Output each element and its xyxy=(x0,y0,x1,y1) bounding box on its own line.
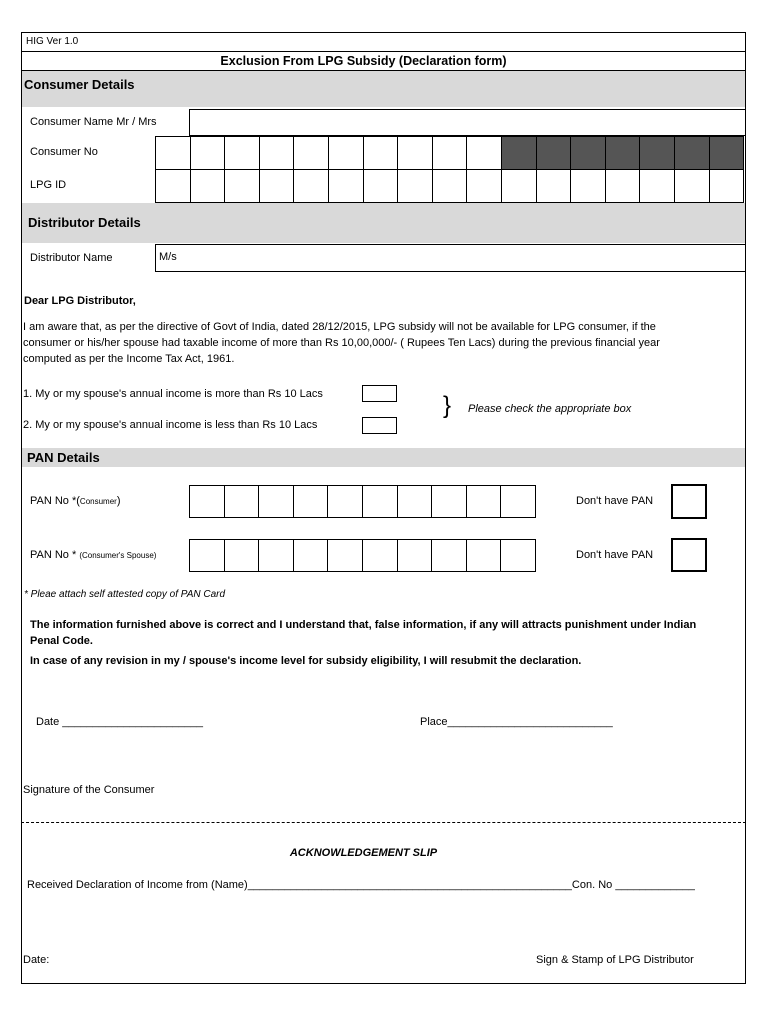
distributor-section-heading: Distributor Details xyxy=(28,215,141,230)
consumer-no-digit-box[interactable] xyxy=(155,136,191,170)
lpg-id-digit-box[interactable] xyxy=(190,169,226,203)
lpg-id-label: LPG ID xyxy=(30,179,67,191)
consumer-no-digit-box[interactable] xyxy=(224,136,260,170)
consumer-no-digit-box[interactable] xyxy=(466,136,502,170)
pan-consumer-char-box[interactable] xyxy=(397,485,433,518)
consumer-no-digit-box[interactable] xyxy=(432,136,468,170)
pan-spouse-char-box[interactable] xyxy=(224,539,260,572)
lpg-id-digit-box[interactable] xyxy=(536,169,572,203)
consumer-no-digit-box[interactable] xyxy=(363,136,399,170)
lpg-id-digit-box[interactable] xyxy=(466,169,502,203)
pan-consumer-char-box[interactable] xyxy=(431,485,467,518)
distributor-stamp-label: Sign & Stamp of LPG Distributor xyxy=(536,954,694,966)
pan-consumer-char-box[interactable] xyxy=(224,485,260,518)
lpg-id-digit-box[interactable] xyxy=(432,169,468,203)
lpg-id-digit-box[interactable] xyxy=(570,169,606,203)
lpg-id-digit-box[interactable] xyxy=(674,169,710,203)
pan-spouse-char-box[interactable] xyxy=(362,539,398,572)
pan-spouse-char-box[interactable] xyxy=(327,539,363,572)
cut-line xyxy=(21,822,746,823)
lpg-id-digit-box[interactable] xyxy=(328,169,364,203)
consumer-no-label: Consumer No xyxy=(30,146,98,158)
pan-consumer-char-box[interactable] xyxy=(327,485,363,518)
consumer-no-digit-box xyxy=(639,136,675,170)
consumer-no-digit-box[interactable] xyxy=(397,136,433,170)
pan-consumer-char-box[interactable] xyxy=(258,485,294,518)
consumer-no-digit-box xyxy=(674,136,710,170)
pan-spouse-char-box[interactable] xyxy=(189,539,225,572)
income-above-10-lacs-checkbox[interactable] xyxy=(362,385,397,402)
income-option-2-label: 2. My or my spouse's annual income is less than Rs 10 Lacs xyxy=(23,419,318,431)
letter-body-line2: consumer or his/her spouse had taxable income of more than Rs 10,00,000/- ( Rupees Ten Lacs) during the previous financial year xyxy=(23,337,660,349)
lpg-id-digit-box[interactable] xyxy=(224,169,260,203)
pan-consumer-char-box[interactable] xyxy=(362,485,398,518)
income-option-1-label: 1. My or my spouse's annual income is more than Rs 10 Lacs xyxy=(23,388,323,400)
pan-spouse-char-box[interactable] xyxy=(500,539,536,572)
version-label: HIG Ver 1.0 xyxy=(26,36,79,47)
pan-consumer-char-box[interactable] xyxy=(466,485,502,518)
pan-consumer-char-box[interactable] xyxy=(189,485,225,518)
lpg-id-digit-box[interactable] xyxy=(363,169,399,203)
divider xyxy=(21,51,746,52)
no-pan-consumer-label: Don't have PAN xyxy=(576,495,654,507)
consumer-no-digit-box xyxy=(605,136,641,170)
pan-attach-note: * Pleae attach self attested copy of PAN Card xyxy=(24,589,226,600)
pan-section-heading: PAN Details xyxy=(27,450,100,465)
salutation: Dear LPG Distributor, xyxy=(24,295,136,307)
check-hint: Please check the appropriate box xyxy=(468,403,632,415)
pan-section-band xyxy=(22,448,745,467)
consumer-no-digit-box[interactable] xyxy=(190,136,226,170)
pan-consumer-char-box[interactable] xyxy=(500,485,536,518)
lpg-id-digit-box[interactable] xyxy=(155,169,191,203)
consumer-no-digit-box[interactable] xyxy=(259,136,295,170)
consumer-no-digit-box xyxy=(709,136,745,170)
lpg-id-digit-box[interactable] xyxy=(501,169,537,203)
letter-body-line1: I am aware that, as per the directive of Govt of India, dated 28/12/2015, LPG subsidy will not be available for LPG consumer, if the xyxy=(23,321,656,333)
lpg-id-digit-box[interactable] xyxy=(605,169,641,203)
acknowledgement-received-line: Received Declaration of Income from (Name)_____________________________________________________Con. No _____________ xyxy=(27,879,695,891)
lpg-id-digit-box[interactable] xyxy=(639,169,675,203)
place-field-label: Place___________________________ xyxy=(420,716,613,728)
no-pan-spouse-checkbox[interactable] xyxy=(671,538,707,572)
consumer-section-heading: Consumer Details xyxy=(24,77,135,92)
pan-spouse-char-box[interactable] xyxy=(466,539,502,572)
pan-spouse-label: PAN No * (Consumer's Spouse) xyxy=(30,549,157,561)
pan-spouse-char-box[interactable] xyxy=(431,539,467,572)
pan-spouse-char-box[interactable] xyxy=(258,539,294,572)
pan-consumer-char-box[interactable] xyxy=(293,485,329,518)
lpg-id-digit-box[interactable] xyxy=(709,169,745,203)
pan-spouse-char-box[interactable] xyxy=(397,539,433,572)
consumer-signature-label: Signature of the Consumer xyxy=(23,784,155,796)
lpg-id-digit-box[interactable] xyxy=(397,169,433,203)
declaration-line1: The information furnished above is correct and I understand that, false information, if any will attracts punishment under Indian xyxy=(30,619,697,631)
form-title: Exclusion From LPG Subsidy (Declaration form) xyxy=(220,54,507,68)
declaration-line3: In case of any revision in my / spouse's income level for subsidy eligibility, I will resubmit the declaration. xyxy=(30,655,582,667)
consumer-no-digit-box[interactable] xyxy=(328,136,364,170)
pan-spouse-char-box[interactable] xyxy=(293,539,329,572)
brace-symbol: } xyxy=(443,392,452,419)
distributor-name-field[interactable] xyxy=(155,244,746,272)
consumer-no-digit-box xyxy=(570,136,606,170)
no-pan-consumer-checkbox[interactable] xyxy=(671,484,707,519)
consumer-name-label: Consumer Name Mr / Mrs xyxy=(30,116,157,128)
acknowledgement-title: ACKNOWLEDGEMENT SLIP xyxy=(289,847,438,859)
lpg-id-digit-box[interactable] xyxy=(259,169,295,203)
no-pan-spouse-label: Don't have PAN xyxy=(576,549,654,561)
income-below-10-lacs-checkbox[interactable] xyxy=(362,417,397,434)
consumer-no-digit-box xyxy=(501,136,537,170)
consumer-name-field[interactable] xyxy=(189,109,746,136)
pan-consumer-label: PAN No *(Consumer) xyxy=(30,495,121,507)
consumer-no-digit-box xyxy=(536,136,572,170)
consumer-no-digit-box[interactable] xyxy=(293,136,329,170)
letter-body-line3: computed as per the Income Tax Act, 1961. xyxy=(23,353,235,365)
declaration-line2: Penal Code. xyxy=(30,635,93,647)
distributor-name-label: Distributor Name xyxy=(30,252,113,264)
date-field-label: Date _______________________ xyxy=(36,716,203,728)
distributor-name-prefix: M/s xyxy=(159,251,177,263)
lpg-id-digit-box[interactable] xyxy=(293,169,329,203)
acknowledgement-date-label: Date: xyxy=(23,954,50,966)
